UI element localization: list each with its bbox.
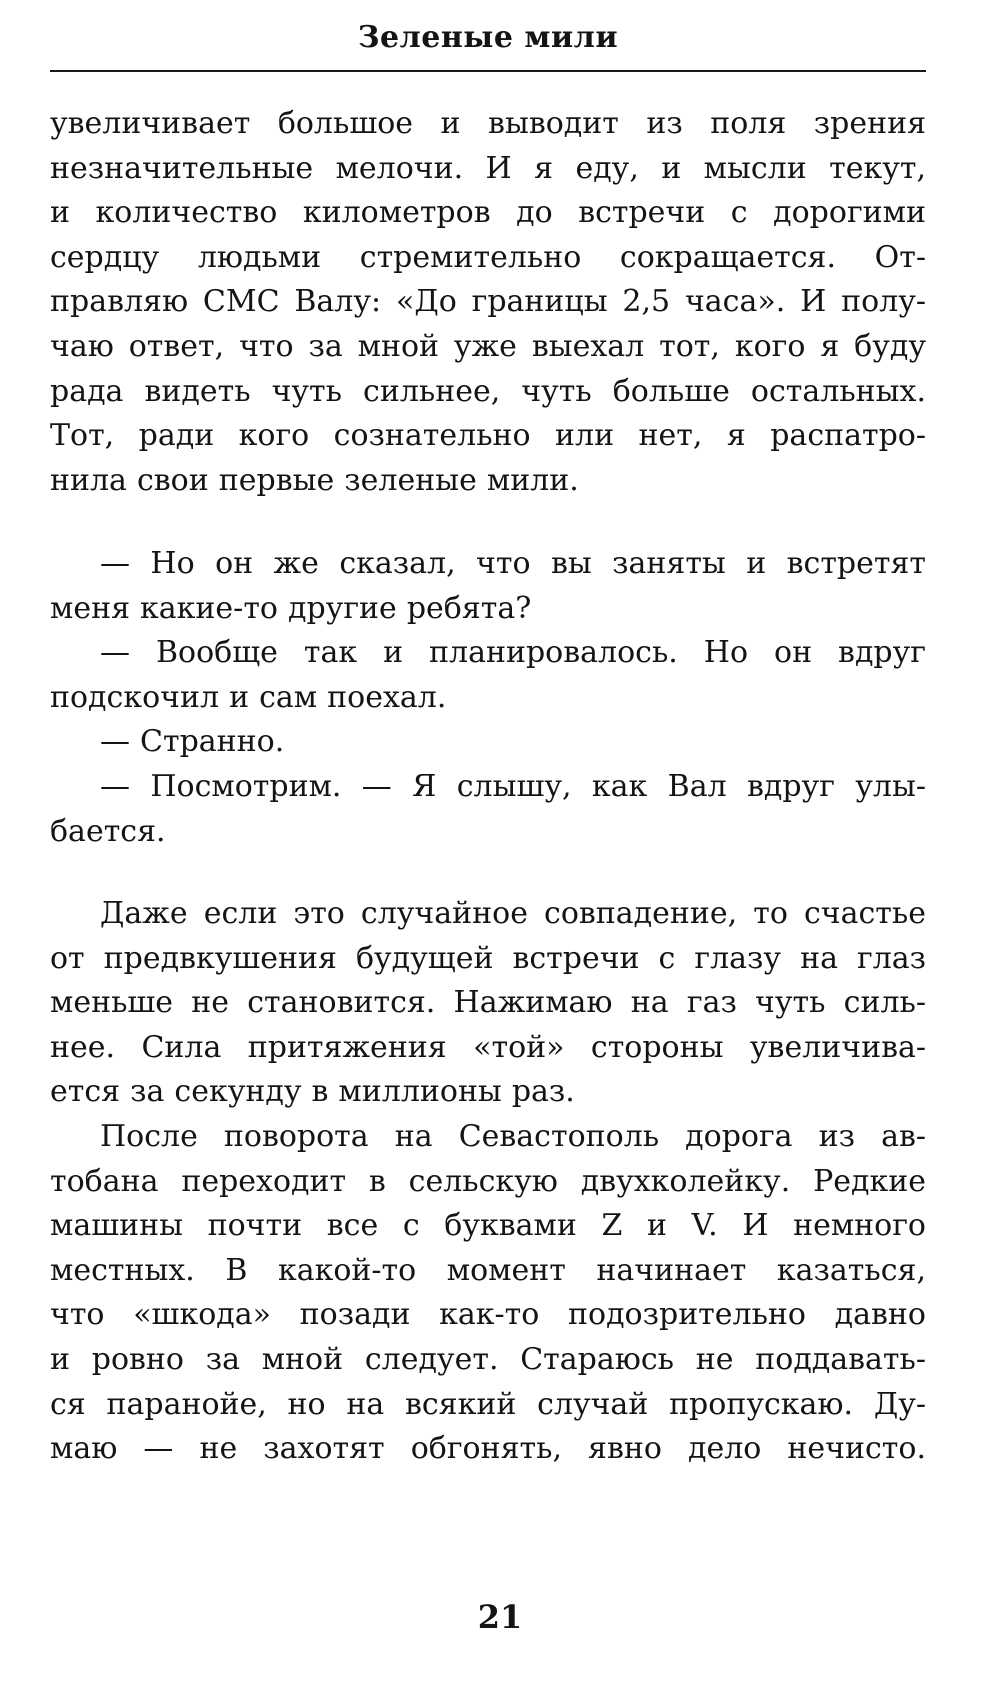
- text-line: нила свои первые зеленые мили.: [50, 462, 579, 498]
- dialogue-line: бается.: [50, 813, 166, 849]
- text-line: сердцу людьми стремительно сокращается. От-: [50, 239, 926, 275]
- text-line: машины почти все с буквами Z и V. И немного: [50, 1208, 926, 1244]
- text-line: что «шкода» позади как-то подозрительно давно: [50, 1297, 926, 1333]
- dialogue-block: [50, 542, 926, 854]
- text-line: ся паранойе, но на всякий случай пропускаю. Ду-: [50, 1386, 926, 1422]
- page-number: 21: [477, 1598, 523, 1636]
- text-line: рада видеть чуть сильнее, чуть больше остальных.: [50, 373, 926, 409]
- text-line: тобана переходит в сельскую двухколейку. Редкие: [50, 1163, 926, 1199]
- dialogue-line: — Но он же сказал, что вы заняты и встретят: [100, 546, 926, 581]
- text-line: местных. В какой-то момент начинает казаться,: [50, 1252, 926, 1288]
- text-line: маю — не захотят обгонять, явно дело нечисто.: [50, 1431, 926, 1467]
- text-line: После поворота на Севастополь дорога из ав-: [100, 1118, 926, 1154]
- text-line: Тот, ради кого сознательно или нет, я распатро-: [50, 418, 926, 454]
- text-line: увеличивает большое и выводит из поля зрения: [50, 106, 926, 141]
- text-line: Даже если это случайное совпадение, то счастье: [100, 896, 926, 931]
- text-line: чаю ответ, что за мной уже выехал тот, кого я буду: [50, 328, 926, 364]
- dialogue-line: — Вообще так и планировалось. Но он вдруг: [100, 635, 926, 671]
- text-line: правляю СМС Валу: «До границы 2,5 часа». И полу-: [50, 284, 926, 320]
- text-line: ется за секунду в миллионы раз.: [50, 1074, 575, 1110]
- text-line: и ровно за мной следует. Стараюсь не поддавать-: [50, 1341, 926, 1377]
- text-line: незначительные мелочи. И я еду, и мысли текут,: [50, 150, 926, 186]
- running-header: [50, 20, 926, 72]
- dialogue-line: — Посмотрим. — Я слышу, как Вал вдруг улы-: [100, 768, 926, 804]
- dialogue-line: меня какие-то другие ребята?: [50, 590, 532, 626]
- dialogue-line: — Странно.: [100, 724, 285, 760]
- text-line: от предвкушения будущей встречи с глазу на глаз: [50, 940, 926, 976]
- dialogue-line: подскочил и сам поехал.: [50, 679, 447, 715]
- running-title: Зеленые мили: [357, 20, 619, 55]
- text-line: и количество километров до встречи с дорогими: [50, 195, 926, 231]
- text-line: нее. Сила притяжения «той» стороны увеличива-: [50, 1029, 926, 1065]
- paragraph-1: [50, 102, 926, 503]
- text-line: меньше не становится. Нажимаю на газ чуть силь-: [50, 985, 926, 1021]
- paragraph-3: [50, 892, 926, 1472]
